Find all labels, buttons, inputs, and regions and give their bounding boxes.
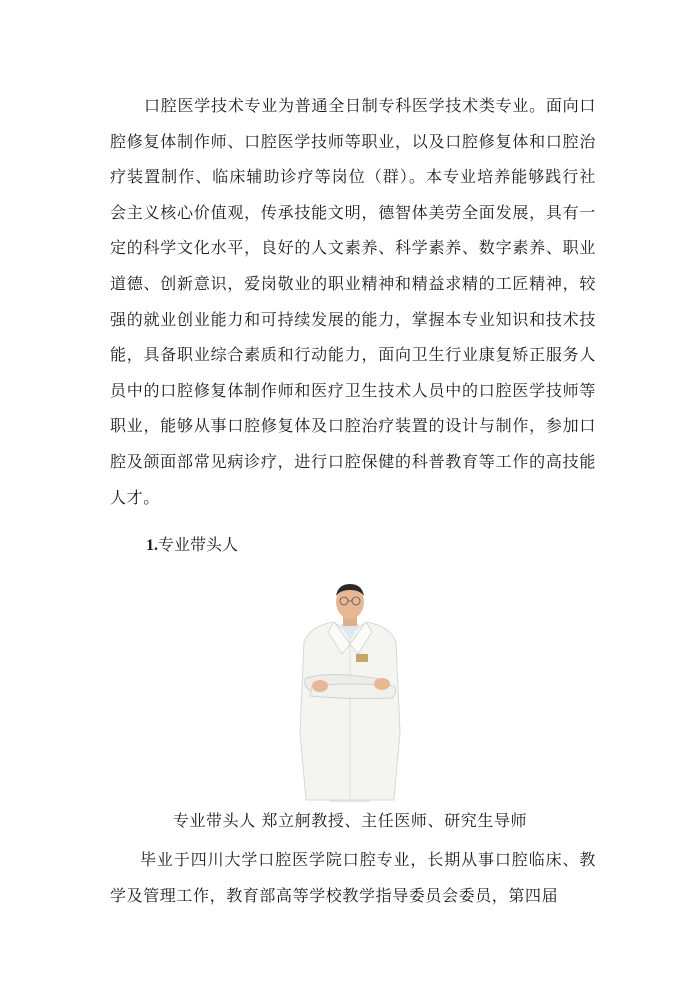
doctor-photo (290, 582, 410, 802)
intro-section (110, 88, 596, 515)
section-heading (146, 530, 238, 561)
bio-paragraph: 毕业于四川大学口腔医学院口腔专业，长期从事口腔临床、教学及管理工作，教育部高等学校教学指导委员会委员，第四届 (110, 850, 596, 905)
intro-paragraph: 口腔医学技术专业为普通全日制专科医学技术类专业。面向口腔修复体制作师、口腔医学技师等职业，以及口腔修复体和口腔治疗装置制作、临床辅助诊疗等岗位（群）。本专业培养能够践行社会主义核心价值观，传承技能文明，德智体美劳全面发展，具有一定的科学文化水平，良好的人文素养、科学素养、数字素养、职业道德、创新意识，爱岗敬业的职业精神和精益求精的工匠精神，较强的就业创业能力和可持续发展的能力，掌握本专业知识和技术技能，具备职业综合素质和行动能力，面向卫生行业康复矫正服务人员中的口腔修复体制作师和医疗卫生技术人员中的口腔医学技师等职业，能够从事口腔修复体及口腔治疗装置的设计与制作，参加口腔及颌面部常见病诊疗，进行口腔保健的科普教育等工作的高技能人才。 (110, 96, 596, 507)
section-title: 专业带头人 (158, 535, 239, 554)
photo-caption: 专业带头人 郑立舸教授、主任医师、研究生导师 (172, 811, 528, 830)
bio-section (110, 842, 596, 913)
section-number: 1. (146, 537, 158, 554)
